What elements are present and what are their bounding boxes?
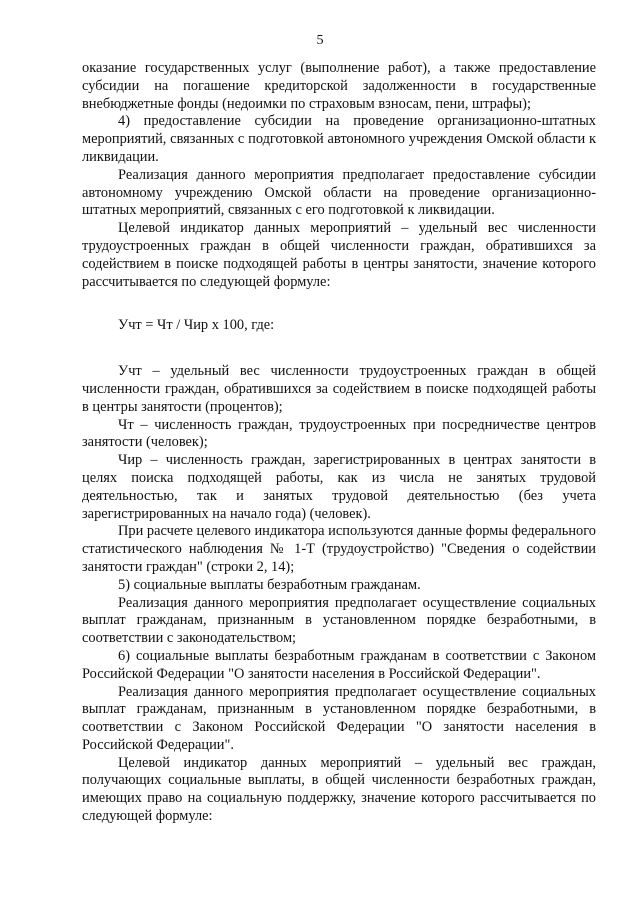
paragraph-item-4: 4) предоставление субсидии на проведение организационно-штатных мероприятий, связанных с подготовкой автономного учреждения Омской области к ликвидации. — [82, 113, 596, 165]
formula: Учт = Чт / Чир x 100, где: — [118, 317, 275, 334]
paragraph-target-indicator: Целевой индикатор данных мероприятий – удельный вес численности трудоустроенных граждан в общей численности граждан, обратившихся за содействием в поиске подходящей работы в центры занятости, значение которого рассчитывается по следующей формуле: — [82, 220, 596, 290]
paragraph-continuation: оказание государственных услуг (выполнение работ), а также предоставление субсидии на погашение кредиторской задолженности в государственные внебюджетные фонды (недоимки по страховым взносам, пени, штрафы); — [82, 60, 596, 112]
paragraph-implementation-6: Реализация данного мероприятия предполагает осуществление социальных выплат гражданам, признанным в установленном порядке безработными, в соответствии с Законом Российской Федерации "О занятости населения в Российской Федерации". — [82, 683, 596, 753]
page-number: 5 — [316, 33, 324, 48]
document-body — [82, 60, 596, 826]
paragraph-implementation: Реализация данного мероприятия предполагает предоставление субсидии автономному учреждению Омской области на проведение организационно-штатных мероприятий, связанных с его подготовкой к ликвидации. — [82, 166, 596, 219]
paragraph-definition-ct: Чт – численность граждан, трудоустроенных при посредничестве центров занятости (человек); — [82, 416, 596, 451]
paragraph-definition-cir: Чир – численность граждан, зарегистрированных в центрах занятости в целях поиска подходящей работы, как из числа не занятых трудовой деятельностью, так и занятых трудовой деятельностью (без учета зарегистрированных на начало года) (человек). — [82, 452, 596, 522]
paragraph-data-source: При расчете целевого индикатора используются данные формы федерального статистического наблюдения № 1-Т (трудоустройство) "Сведения о содействии занятости граждан" (строки 2, 14); — [82, 523, 596, 575]
paragraph-item-6: 6) социальные выплаты безработным гражданам в соответствии с Законом Российской Федерации "О занятости населения в Российской Федерации". — [82, 647, 596, 682]
paragraph-definition-uct: Учт – удельный вес численности трудоустроенных граждан в общей численности граждан, обратившихся за содействием в поиске подходящей работы в центры занятости (процентов); — [82, 363, 596, 415]
paragraph-target-indicator-2: Целевой индикатор данных мероприятий – удельный вес граждан, получающих социальные выплаты, в общей численности безработных граждан, имеющих право на социальную поддержку, значение которого рассчитывается по следующей формуле: — [82, 754, 596, 825]
paragraph-implementation-5: Реализация данного мероприятия предполагает осуществление социальных выплат гражданам, признанным в установленном порядке безработными, в соответствии с законодательством; — [82, 594, 596, 647]
paragraph-item-5: 5) социальные выплаты безработным гражданам. — [118, 576, 421, 593]
